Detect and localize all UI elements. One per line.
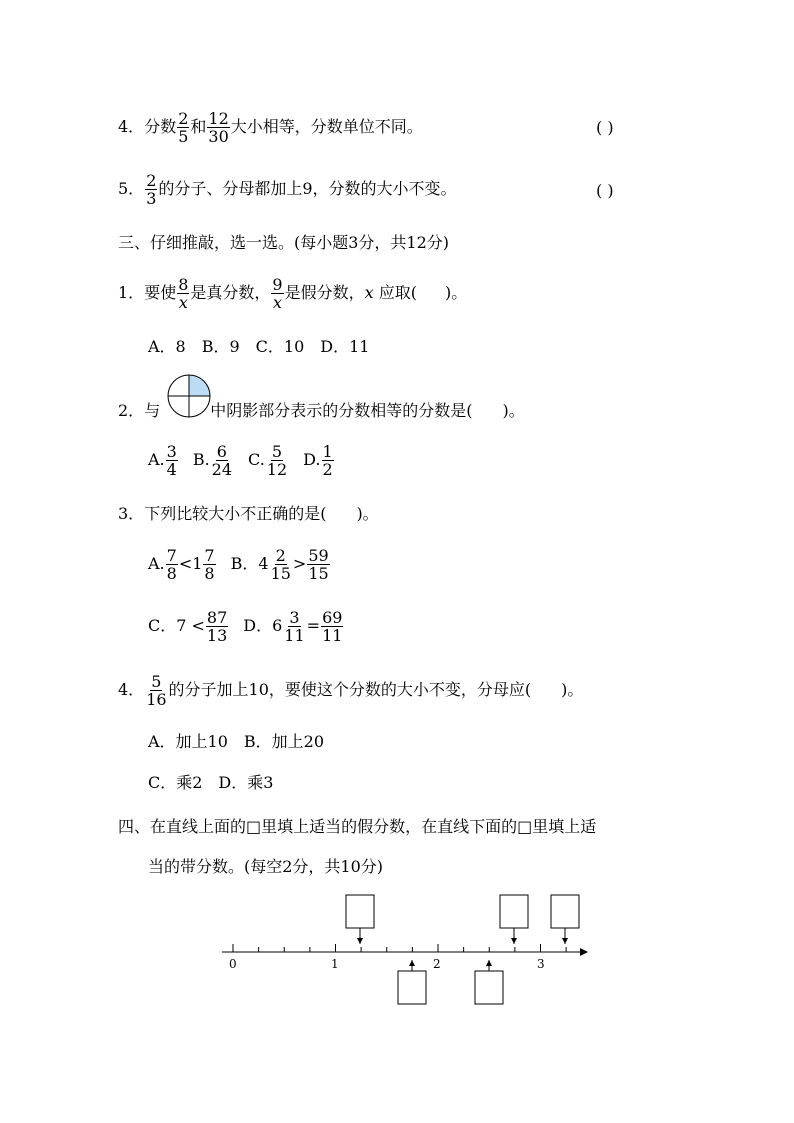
quarter-circle-diagram <box>166 373 212 419</box>
answer-box-upper-1[interactable] <box>346 895 374 928</box>
axis-arrowhead <box>580 948 588 956</box>
options-q4-cd: C．乘2 D．乘3 <box>148 773 274 792</box>
fraction-8-x: $\frac{8}{x}$ <box>178 275 189 312</box>
answer-box-upper-2[interactable] <box>500 895 528 928</box>
fraction-9-x: $\frac{9}{x}$ <box>272 275 283 312</box>
choice-question-3: 3．下列比较大小不正确的是( )。 <box>118 504 379 523</box>
options-q4-ab: A．加上10 B．加上20 <box>148 732 325 751</box>
fraction-2-3: $\frac{2}{3}$ <box>146 171 157 208</box>
answer-box-upper-3[interactable] <box>551 895 579 928</box>
options-q3-cd: C．7 < $\frac{87}{13}$ D．6 $\frac{3}{11}$ = $\frac{69}{11}$ <box>148 608 343 645</box>
answer-box-lower-1[interactable] <box>398 971 426 1004</box>
axis-ticks <box>233 944 566 952</box>
options-q2: A. $\frac{3}{4}$ B. $\frac{6}{24}$ C. $\frac{5}{12}$ D. $\frac{1}{2}$ <box>148 442 333 479</box>
answer-box-lower-2[interactable] <box>475 971 503 1004</box>
answer-blank-tf5[interactable]: ( ) <box>596 181 614 200</box>
section-3-title: 三、仔细推敲，选一选。(每小题3分，共12分) <box>118 233 450 252</box>
section-4-title: 四、在直线上面的□里填上适当的假分数，在直线下面的□里填上适 <box>118 817 597 836</box>
choice-question-1: 1．要使 $\frac{8}{x}$ 是真分数， $\frac{9}{x}$ 是假分数，x 应取( )。 <box>118 275 468 312</box>
options-q3-ab: A. $\frac{7}{8}$ <1 $\frac{7}{8}$ B．4 $\frac{2}{15}$ > $\frac{59}{15}$ <box>148 546 329 583</box>
tf-question-5: 5． $\frac{2}{3}$ 的分子、分母都加上9，分数的大小不变。 <box>118 171 457 208</box>
axis-label-2: 2 <box>433 957 441 971</box>
section-4-title-cont: 当的带分数。(每空2分，共10分) <box>148 857 384 876</box>
axis-label-1: 1 <box>331 957 339 971</box>
fraction-12-30: $\frac{12}{30}$ <box>208 109 229 146</box>
fraction-5-16: $\frac{5}{16}$ <box>146 672 167 709</box>
tf-question-4: 4．分数 $\frac{2}{5}$ 和 $\frac{12}{30}$ 大小相等，分数单位不同。 <box>118 109 423 146</box>
fraction-2-5: $\frac{2}{5}$ <box>178 109 189 146</box>
choice-question-4: 4． $\frac{5}{16}$ 的分子加上10，要使这个分数的大小不变，分母应( )。 <box>118 672 584 709</box>
options-q1: A．8 B．9 C．10 D．11 <box>148 337 370 356</box>
answer-blank-tf4[interactable]: ( ) <box>596 118 614 137</box>
axis-label-3: 3 <box>537 957 545 971</box>
choice-question-2: 2．与 中阴影部分表示的分数相等的分数是( )。 <box>118 401 525 420</box>
axis-label-0: 0 <box>229 957 237 971</box>
